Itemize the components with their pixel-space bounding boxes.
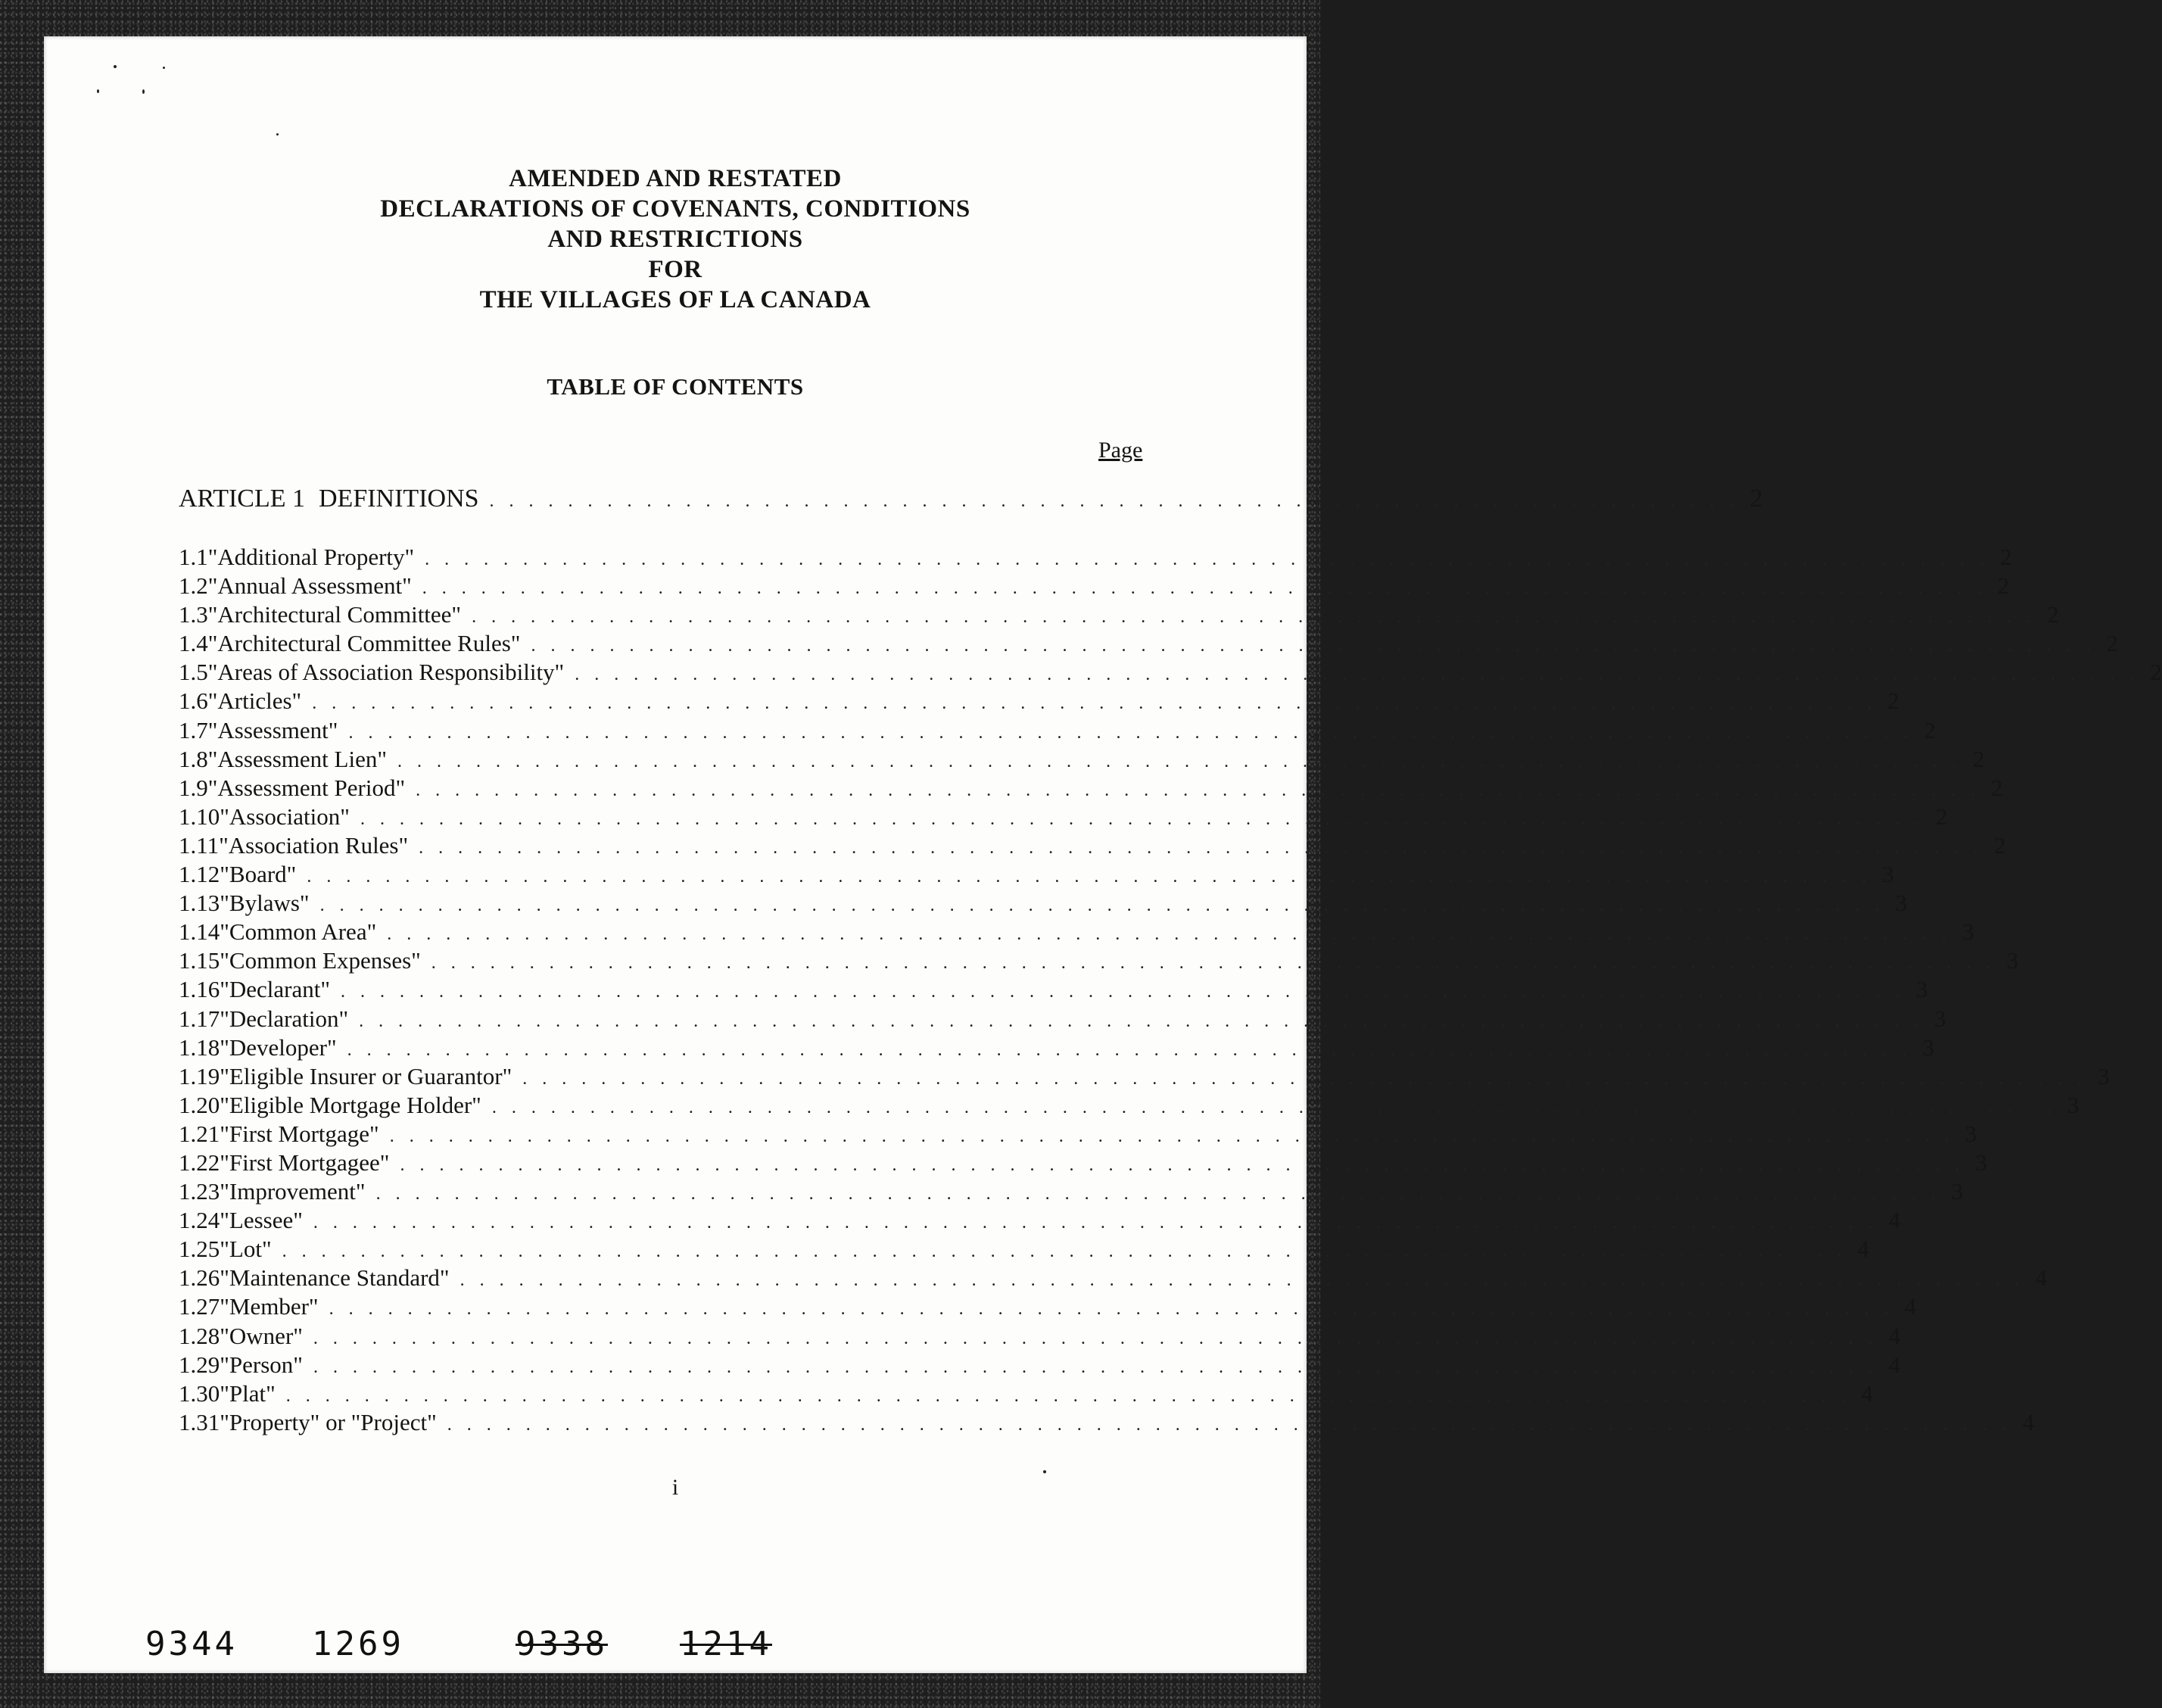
entry-number: 1.15 — [179, 947, 220, 974]
entry-number: 1.25 — [179, 1236, 220, 1263]
toc-entry — [179, 860, 1894, 889]
dot-leader: . . . . . . . . . . . . . . . . . . . . . . . . . . . . . . . . . . . . . . . . . . . . . . . . . . . . . . . . . . . . . . . . . . . . . . . . . . . . . . . . — [460, 1270, 2025, 1291]
footer-struck-document-number: 9338 — [516, 1625, 608, 1663]
entry-number: 1.28 — [179, 1322, 220, 1349]
toc-entry — [179, 1120, 1977, 1149]
toc-entry — [179, 1091, 2079, 1120]
entry-page-number: 2 — [2106, 630, 2118, 657]
entry-number: 1.17 — [179, 1005, 220, 1032]
entry-number: 1.19 — [179, 1062, 220, 1089]
entry-page-number: 2 — [1991, 774, 2003, 801]
entry-page-number: 4 — [2022, 1408, 2035, 1435]
entry-page-number: 3 — [1964, 1120, 1977, 1147]
entry-number: 1.1 — [179, 544, 208, 570]
entry-page-number: 3 — [2067, 1091, 2079, 1118]
dot-leader: . . . . . . . . . . . . . . . . . . . . . . . . . . . . . . . . . . . . . . . . . . . . . . . . . . . . . . . . . . . . . . . . . . . . . . . . . . . . . . . . — [575, 665, 2140, 685]
entry-page-number: 3 — [1922, 1033, 1935, 1061]
dot-leader: . . . . . . . . . . . . . . . . . . . . . . . . . . . . . . . . . . . . . . . . . . . . . . . . . . . . . . . . . . . . . . . . . . . . . . . . . . . . . . . . — [422, 578, 1987, 599]
dot-leader: . . . . . . . . . . . . . . . . . . . . . . . . . . . . . . . . . . . . . . . . . . . . . . . . . . . . . . . . . . . . . . . . . . . . . . . . . . . . . . . . — [425, 550, 1990, 569]
entry-number: 1.24 — [179, 1207, 220, 1234]
scan-speck — [97, 89, 99, 93]
document-header — [44, 164, 1307, 315]
dot-leader: . . . . . . . . . . . . . . . . . . . . . . . . . . . . . . . . . . . . . . . . . . . . . . . . . . . . . . . . . . . . . . . . . . . . . . . . . . . . . . . . — [360, 809, 1925, 829]
entry-page-number: 3 — [1934, 1005, 1946, 1032]
entry-page-number: 3 — [2006, 947, 2019, 974]
dot-leader: . . . . . . . . . . . . . . . . . . . . . . . . . . . . . . . . . . . . . . . . . . . . . . . . . . . . . . . . . . . . . . . . . . . . . . . . . . . . . . . . — [313, 1357, 1878, 1377]
article-label: ARTICLE 1 — [179, 485, 305, 513]
entry-page-number: 2 — [1973, 745, 1985, 772]
entry-term: "Lessee" — [220, 1207, 303, 1234]
entry-page-number: 2 — [1994, 831, 2006, 859]
toc-entry — [179, 975, 1928, 1004]
entry-page-number: 3 — [1962, 918, 1974, 946]
entry-page-number: 2 — [2000, 544, 2012, 570]
dot-leader: . . . . . . . . . . . . . . . . . . . . . . . . . . . . . . . . . . . . . . . . . . . . . . . . . . . . . . . . . . . . . . . . . . . . . . . . . . . . . . . . — [397, 751, 1963, 771]
entry-term: "Person" — [220, 1351, 303, 1378]
article-title: DEFINITIONS — [319, 485, 479, 513]
toc-entry — [179, 774, 2003, 803]
toc-entry — [179, 1351, 1901, 1379]
article-page-number: 2 — [1749, 485, 1763, 513]
dot-leader: . . . . . . . . . . . . . . . . . . . . . . . . . . . . . . . . . . . . . . . . . . . . . . . . . . . . . . . . . . . . . . . . . . . . . . . . . . . . . . . . — [419, 837, 1984, 858]
dot-leader: . . . . . . . . . . . . . . . . . . . . . . . . . . . . . . . . . . . . . . . . . . . . . . . . . . . . . . . . . . . . . . . . . . . . . . . . . . . . . . . . — [313, 1213, 1878, 1233]
entry-number: 1.4 — [179, 630, 208, 657]
entry-term: "Bylaws" — [220, 890, 310, 917]
dot-leader: . . . . . . . . . . . . . . . . . . . . . . . . . . . . . . . . . . . . . . . . . . . . . . . . . . . . . . . . . . . . . . . . . . . . . . . . . . . . . . . . — [341, 982, 1906, 1002]
entry-page-number: 3 — [1951, 1178, 1964, 1205]
toc-entry — [179, 1408, 2035, 1437]
dot-leader: . . . . . . . . . . . . . . . . . . . . . . . . . . . . . . . . . . . . . . . . . . . . . . . . . . . . . . . . . . . . . . . . . . . . . . . . . . . . . . . . — [416, 780, 1981, 800]
entry-page-number: 2 — [2047, 601, 2059, 628]
entry-term: "Architectural Committee Rules" — [207, 630, 521, 657]
entry-number: 1.23 — [179, 1178, 220, 1205]
toc-entry — [179, 831, 2006, 860]
entry-page-number: 4 — [1857, 1236, 1870, 1263]
dot-leader: . . . . . . . . . . . . . . . . . . . . . . . . . . . . . . . . . . . . . . . . . . . . . . . . . . . . . . . . . . . . . . . . . . . . . . . . . . . . . . . . — [313, 1328, 1878, 1348]
dot-leader: . . . . . . . . . . . . . . . . . . . . . . . . . . . . . . . . . . . . . . . . . . . . . . . . . . . . . . . . . . . . . . . . . . . . . . . . . . . . . . . . — [282, 1242, 1847, 1262]
toc-entry — [179, 629, 2118, 658]
entry-page-number: 4 — [1888, 1322, 1901, 1349]
entry-term: "Plat" — [220, 1379, 276, 1407]
entry-number: 1.8 — [179, 745, 208, 772]
dot-leader: . . . . . . . . . . . . . . . . . . . . . . . . . . . . . . . . . . . . . . . . . . . . . . . . . . . . . . . . . . . . . . . . . . . . . . . . . . . . . . . . — [312, 693, 1877, 714]
entry-term: "Annual Assessment" — [207, 572, 412, 600]
scan-speck — [163, 67, 165, 69]
entry-page-number: 3 — [1882, 861, 1894, 888]
entry-page-number: 3 — [1895, 890, 1908, 917]
scan-speck — [1043, 1470, 1046, 1473]
entry-number: 1.10 — [179, 803, 220, 830]
entry-term: "Eligible Insurer or Guarantor" — [220, 1062, 512, 1089]
entry-term: "Declaration" — [220, 1005, 349, 1032]
toc-entry — [179, 745, 1985, 774]
toc-entry — [179, 1005, 1946, 1033]
footer-document-number: 9344 — [145, 1625, 238, 1663]
entry-number: 1.22 — [179, 1149, 220, 1176]
page-column-label: Page — [1098, 438, 1143, 463]
footer-page-reference: 1269 — [312, 1625, 404, 1663]
entry-page-number: 3 — [2098, 1062, 2110, 1089]
dot-leader: . . . . . . . . . . . . . . . . . . . . . . . . . . . . . . . . . . . . . . . . . . . . . . . . . . . . . . . . . . . . . . . . . . . . . . . . . . . . . . . . — [522, 1068, 2088, 1089]
article-heading — [179, 485, 1763, 516]
dot-leader: . . . . . . . . . . . . . . . . . . . . . . . . . . . . . . . . . . . . . . . . . . . . . . . . . . . . . . . . . . . . . . . . . . . . . . . . . . . . . . . . — [285, 1385, 1851, 1406]
header-line: THE VILLAGES OF LA CANADA — [479, 286, 871, 313]
entry-term: "Areas of Association Responsibility" — [207, 659, 565, 686]
entry-number: 1.31 — [179, 1408, 220, 1435]
entry-page-number: 2 — [1887, 687, 1899, 715]
entry-number: 1.14 — [179, 918, 220, 946]
entry-term: "Association Rules" — [219, 831, 409, 859]
header-line: AMENDED AND RESTATED — [509, 165, 842, 192]
entry-term: "Common Area" — [220, 918, 377, 946]
entry-page-number: 4 — [1904, 1293, 1917, 1320]
dot-leader: . . . . . . . . . . . . . . . . . . . . . . . . . . . . . . . . . . . . . . . . . . . . . . . . . . . . . . . . . . . . . . . . — [489, 491, 1740, 511]
scan-speck — [114, 65, 117, 68]
entry-term: "First Mortgage" — [220, 1120, 379, 1147]
entry-term: "Assessment" — [207, 716, 338, 743]
entry-number: 1.12 — [179, 861, 220, 888]
dot-leader: . . . . . . . . . . . . . . . . . . . . . . . . . . . . . . . . . . . . . . . . . . . . . . . . . . . . . . . . . . . . . . . . . . . . . . . . . . . . . . . . — [472, 607, 2037, 628]
entry-term: "Maintenance Standard" — [220, 1264, 450, 1292]
entry-number: 1.11 — [179, 831, 220, 859]
entry-page-number: 2 — [1997, 572, 2010, 600]
dot-leader: . . . . . . . . . . . . . . . . . . . . . . . . . . . . . . . . . . . . . . . . . . . . . . . . . . . . . . . . . . . . . . . . . . . . . . . . . . . . . . . . — [389, 1126, 1955, 1146]
toc-entry — [179, 687, 1899, 715]
entry-number: 1.3 — [179, 601, 208, 628]
entry-page-number: 2 — [1935, 803, 1948, 830]
entry-number: 1.2 — [179, 572, 208, 600]
header-line: FOR — [648, 256, 702, 283]
entry-term: "Improvement" — [220, 1178, 366, 1205]
entry-page-number: 3 — [1975, 1149, 1987, 1176]
entry-number: 1.9 — [179, 774, 208, 801]
dot-leader: . . . . . . . . . . . . . . . . . . . . . . . . . . . . . . . . . . . . . . . . . . . . . . . . . . . . . . . . . . . . . . . . . . . . . . . . . . . . . . . . — [319, 896, 1885, 916]
entry-page-number: 2 — [2150, 659, 2162, 686]
toc-entry — [179, 946, 2019, 975]
entry-term: "Assessment Period" — [207, 774, 406, 801]
dot-leader: . . . . . . . . . . . . . . . . . . . . . . . . . . . . . . . . . . . . . . . . . . . . . . . . . . . . . . . . . . . . . . . . . . . . . . . . . . . . . . . . — [329, 1299, 1894, 1320]
entry-number: 1.16 — [179, 976, 220, 1003]
toc-entry — [179, 918, 1974, 946]
toc-entry — [179, 889, 1908, 918]
entry-term: "Owner" — [220, 1322, 303, 1349]
dot-leader: . . . . . . . . . . . . . . . . . . . . . . . . . . . . . . . . . . . . . . . . . . . . . . . . . . . . . . . . . . . . . . . . . . . . . . . . . . . . . . . . — [431, 953, 1996, 974]
entry-term: "Eligible Mortgage Holder" — [220, 1091, 481, 1118]
dot-leader: . . . . . . . . . . . . . . . . . . . . . . . . . . . . . . . . . . . . . . . . . . . . . . . . . . . . . . . . . . . . . . . . . . . . . . . . . . . . . . . . — [387, 924, 1952, 945]
toc-entry — [179, 1322, 1901, 1351]
entry-page-number: 3 — [1916, 976, 1928, 1003]
entry-number: 1.21 — [179, 1120, 220, 1147]
entry-number: 1.13 — [179, 890, 220, 917]
entry-term: "Association" — [220, 803, 350, 830]
entry-term: "Additional Property" — [207, 544, 415, 570]
document-page — [44, 36, 2162, 1673]
entry-number: 1.7 — [179, 716, 208, 743]
dot-leader: . . . . . . . . . . . . . . . . . . . . . . . . . . . . . . . . . . . . . . . . . . . . . . . . . . . . . . . . . . . . . . . . . . . . . . . . . . . . . . . . — [491, 1097, 2057, 1117]
entry-number: 1.26 — [179, 1264, 220, 1292]
scan-speck — [276, 133, 279, 136]
entry-page-number: 4 — [1888, 1351, 1901, 1378]
toc-entry — [179, 1062, 2110, 1091]
entry-page-number: 2 — [1924, 716, 1936, 743]
entry-term: "Board" — [220, 861, 297, 888]
toc-entry — [179, 1206, 1901, 1235]
scan-speck — [142, 89, 145, 94]
entry-number: 1.5 — [179, 659, 208, 686]
toc-entry — [179, 600, 2059, 629]
header-line: DECLARATIONS OF COVENANTS, CONDITIONS — [380, 195, 970, 223]
dot-leader: . . . . . . . . . . . . . . . . . . . . . . . . . . . . . . . . . . . . . . . . . . . . . . . . . . . . . . . . . . . . . . . . . . . . . . . . . . . . . . . . — [531, 636, 2096, 656]
dot-leader: . . . . . . . . . . . . . . . . . . . . . . . . . . . . . . . . . . . . . . . . . . . . . . . . . . . . . . . . . . . . . . . . . . . . . . . . . . . . . . . . — [447, 1414, 2012, 1435]
entry-term: "Declarant" — [220, 976, 331, 1003]
entry-number: 1.30 — [179, 1379, 220, 1407]
dot-leader: . . . . . . . . . . . . . . . . . . . . . . . . . . . . . . . . . . . . . . . . . . . . . . . . . . . . . . . . . . . . . . . . . . . . . . . . . . . . . . . . — [400, 1155, 1965, 1175]
toc-entry — [179, 1264, 2048, 1292]
dot-leader: . . . . . . . . . . . . . . . . . . . . . . . . . . . . . . . . . . . . . . . . . . . . . . . . . . . . . . . . . . . . . . . . . . . . . . . . . . . . . . . . — [359, 1011, 1924, 1031]
toc-entry — [179, 1379, 1874, 1408]
entry-page-number: 4 — [1888, 1207, 1901, 1234]
toc-entry — [179, 803, 1948, 831]
entry-term: "Lot" — [220, 1236, 272, 1263]
entry-term: "Member" — [220, 1293, 319, 1320]
dot-leader: . . . . . . . . . . . . . . . . . . . . . . . . . . . . . . . . . . . . . . . . . . . . . . . . . . . . . . . . . . . . . . . . . . . . . . . . . . . . . . . . — [347, 1039, 1912, 1060]
toc-entry — [179, 716, 1936, 745]
entry-number: 1.6 — [179, 687, 208, 715]
toc-entry — [179, 572, 2010, 600]
entry-term: "Common Expenses" — [220, 947, 421, 974]
entry-number: 1.29 — [179, 1351, 220, 1378]
header-line: AND RESTRICTIONS — [547, 226, 803, 253]
entry-number: 1.20 — [179, 1091, 220, 1118]
entry-term: "Property" or "Project" — [220, 1408, 437, 1435]
toc-entry — [179, 1177, 1964, 1206]
entry-term: "Articles" — [207, 687, 302, 715]
entry-number: 1.18 — [179, 1033, 220, 1061]
dot-leader: . . . . . . . . . . . . . . . . . . . . . . . . . . . . . . . . . . . . . . . . . . . . . . . . . . . . . . . . . . . . . . . . . . . . . . . . . . . . . . . . — [348, 722, 1914, 743]
entry-number: 1.27 — [179, 1293, 220, 1320]
toc-entry — [179, 1292, 1917, 1321]
toc-entry — [179, 1033, 1935, 1062]
toc-entry — [179, 543, 2012, 572]
toc-title: TABLE OF CONTENTS — [547, 373, 804, 400]
footer-struck-page-reference: 1214 — [680, 1625, 772, 1663]
dot-leader: . . . . . . . . . . . . . . . . . . . . . . . . . . . . . . . . . . . . . . . . . . . . . . . . . . . . . . . . . . . . . . . . . . . . . . . . . . . . . . . . — [375, 1184, 1941, 1205]
page-number: i — [671, 1475, 679, 1500]
entry-page-number: 4 — [1861, 1379, 1874, 1407]
toc-entry-list — [179, 543, 2162, 1437]
entry-term: "Architectural Committee" — [207, 601, 462, 628]
entry-term: "Assessment Lien" — [207, 745, 388, 772]
toc-entry — [179, 1149, 1987, 1177]
entry-term: "First Mortgagee" — [220, 1149, 390, 1176]
toc-entry — [179, 658, 2162, 687]
dot-leader: . . . . . . . . . . . . . . . . . . . . . . . . . . . . . . . . . . . . . . . . . . . . . . . . . . . . . . . . . . . . . . . . . . . . . . . . . . . . . . . . — [307, 867, 1872, 887]
toc-entry — [179, 1235, 1870, 1264]
entry-term: "Developer" — [220, 1033, 337, 1061]
entry-page-number: 4 — [2035, 1264, 2048, 1292]
